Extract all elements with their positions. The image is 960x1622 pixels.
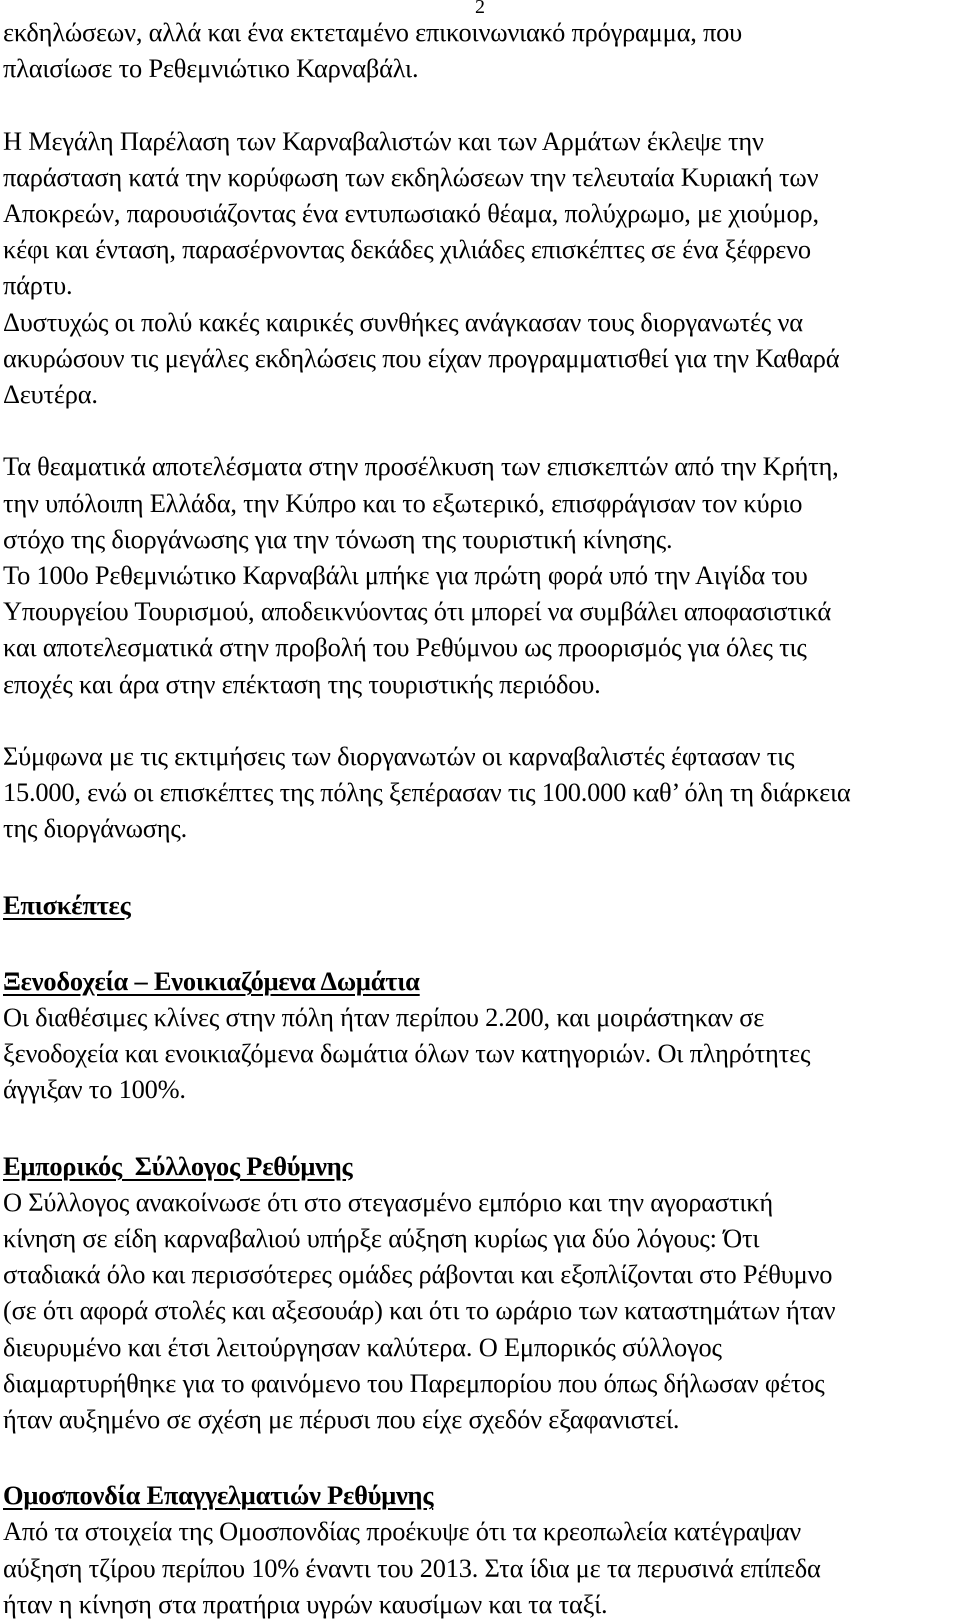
paragraph-gap [3, 86, 958, 122]
paragraph-gap [3, 412, 958, 448]
text-line: κίνηση σε είδη καρναβαλιού υπήρξε αύξηση κυρίως για δύο λόγους: Ότι [3, 1223, 760, 1254]
section-commerce [3, 1148, 958, 1438]
paragraph-gap [3, 847, 958, 887]
text-line: Σύμφωνα με τις εκτιμήσεις των διοργανωτών οι καρναβαλιστές έφτασαν τις [3, 741, 795, 772]
paragraph-gap [3, 1108, 958, 1148]
paragraph-gap [3, 923, 958, 963]
text-line: Δυστυχώς οι πολύ κακές καιρικές συνθήκες ανάγκασαν τους διοργανωτές να [3, 306, 803, 337]
text-line: εκδηλώσεων, αλλά και ένα εκτεταμένο επικοινωνιακό πρόγραμμα, που [3, 17, 742, 47]
text-line: την υπόλοιπη Ελλάδα, την Κύπρο και το εξωτερικό, επισφράγισαν τον κύριο [3, 487, 803, 518]
section-hotels [3, 963, 958, 1108]
paragraph-gap [3, 702, 958, 738]
text-line: διευρυμένο και έτσι λειτούργησαν καλύτερα. Ο Εμπορικός σύλλογος [3, 1331, 722, 1362]
text-line: πάρτυ. [3, 270, 73, 301]
paragraph-100th-carnival [3, 557, 958, 702]
paragraph-intro-continued [3, 14, 958, 86]
paragraph-weather [3, 304, 958, 413]
text-line: Οι διαθέσιμες κλίνες στην πόλη ήταν περίπου 2.200, και μοιράστηκαν σε [3, 1002, 765, 1033]
paragraph-results [3, 448, 958, 557]
section-heading-visitors: Επισκέπτες [3, 889, 131, 920]
text-line: Η Μεγάλη Παρέλαση των Καρναβαλιστών και των Αρμάτων έκλεψε την [3, 125, 764, 156]
text-line: Υπουργείου Τουρισμού, αποδεικνύοντας ότι μπορεί να συμβάλει αποφασιστικά [3, 596, 832, 627]
text-line: άγγιξαν το 100%. [3, 1074, 186, 1105]
text-line: (σε ότι αφορά στολές και αξεσουάρ) και ότι το ωράριο των καταστημάτων ήταν [3, 1295, 836, 1326]
text-line: Ο Σύλλογος ανακοίνωσε ότι στο στεγασμένο εμπόριο και την αγοραστική [3, 1186, 773, 1217]
text-line: Δευτέρα. [3, 379, 98, 410]
text-line: Από τα στοιχεία της Ομοσπονδίας προέκυψε ότι τα κρεοπωλεία κατέγραψαν [3, 1516, 802, 1547]
text-line: κέφι και ένταση, παρασέρνοντας δεκάδες χιλιάδες επισκέπτες σε ένα ξέφρενο [3, 234, 811, 265]
section-heading-commerce: Εμπορικός Σύλλογος Ρεθύμνης [3, 1150, 353, 1181]
text-line: Το 100ο Ρεθεμνιώτικο Καρναβάλι μπήκε για πρώτη φορά υπό την Αιγίδα του [3, 560, 808, 591]
text-line: παράσταση κατά την κορύφωση των εκδηλώσεων την τελευταία Κυριακή των [3, 161, 819, 192]
paragraph-grand-parade [3, 123, 958, 304]
text-line: σταδιακά όλο και περισσότερες ομάδες ράβονται και εξοπλίζονται στο Ρέθυμνο [3, 1259, 833, 1290]
text-line: Αποκρεών, παρουσιάζοντας ένα εντυπωσιακό θέαμα, πολύχρωμο, με χιούμορ, [3, 198, 819, 228]
text-line: ακυρώσουν τις μεγάλες εκδηλώσεις που είχαν προγραμματισθεί για την Καθαρά [3, 342, 840, 373]
paragraph-estimates [3, 738, 958, 847]
text-line: και αποτελεσματικά στην προβολή του Ρεθύμνου ως προορισμός για όλες τις [3, 632, 807, 663]
document-body [3, 14, 958, 1622]
text-line: ήταν η κίνηση στα πρατήρια υγρών καυσίμων και τα ταξί. [3, 1588, 608, 1619]
text-line: πλαισίωσε το Ρεθεμνιώτικο Καρναβάλι. [3, 53, 419, 84]
page-number: 2 [475, 0, 485, 18]
section-heading-federation: Ομοσπονδία Επαγγελματιών Ρεθύμνης [3, 1480, 434, 1511]
section-federation [3, 1477, 958, 1622]
text-line: ήταν αυξημένο σε σχέση με πέρυσι που είχε σχεδόν εξαφανιστεί. [3, 1404, 680, 1435]
text-line: εποχές και άρα στην επέκταση της τουριστικής περιόδου. [3, 668, 601, 699]
text-line: στόχο της διοργάνωσης για την τόνωση της τουριστική κίνησης. [3, 523, 673, 554]
text-line: Τα θεαματικά αποτελέσματα στην προσέλκυση των επισκεπτών από την Κρήτη, [3, 451, 839, 482]
text-line: ξενοδοχεία και ενοικιαζόμενα δωμάτια όλων των κατηγοριών. Οι πληρότητες [3, 1038, 811, 1069]
paragraph-gap [3, 1437, 958, 1477]
section-heading-hotels: Ξενοδοχεία – Ενοικιαζόμενα Δωμάτια [3, 965, 420, 996]
text-line: αύξηση τζίρου περίπου 10% έναντι του 2013. Στα ίδια με τα περυσινά επίπεδα [3, 1552, 821, 1583]
text-line: διαμαρτυρήθηκε για το φαινόμενο του Παρεμπορίου που όπως δήλωσαν φέτος [3, 1367, 825, 1398]
text-line: 15.000, ενώ οι επισκέπτες της πόλης ξεπέρασαν τις 100.000 καθ’ όλη τη διάρκεια [3, 777, 851, 808]
text-line: της διοργάνωσης. [3, 813, 188, 844]
